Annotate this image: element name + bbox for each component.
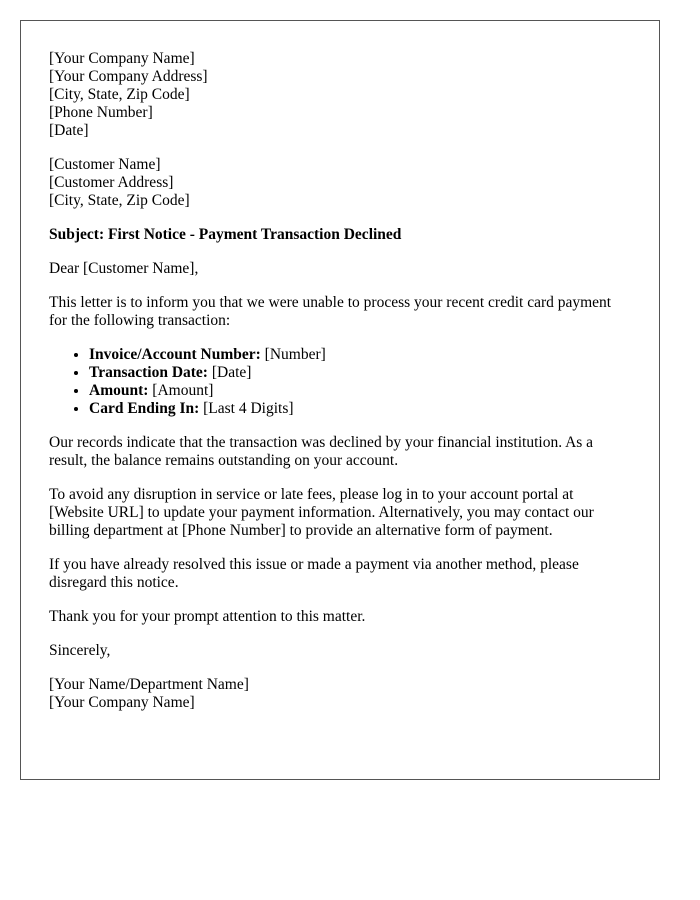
list-item <box>89 346 631 364</box>
transaction-details-list <box>49 346 631 418</box>
detail-value: [Last 4 Digits] <box>199 400 294 417</box>
list-item <box>89 400 631 418</box>
subject-line: Subject: First Notice - Payment Transaction Declined <box>49 226 402 243</box>
sender-address-block <box>49 50 631 140</box>
signature-name-department: [Your Name/Department Name] <box>49 676 249 693</box>
salutation: Dear [Customer Name], <box>49 260 199 277</box>
recipient-address-block <box>49 156 631 210</box>
records-paragraph: Our records indicate that the transaction was declined by your financial institution. As a result, the balance remains outstanding on your account. <box>49 434 594 469</box>
list-item <box>89 364 631 382</box>
letter-page <box>20 20 660 780</box>
detail-value: [Date] <box>207 364 252 381</box>
letter-date: [Date] <box>49 122 89 139</box>
resolved-paragraph: If you have already resolved this issue or made a payment via another method, please disregard this notice. <box>49 556 579 591</box>
detail-label: Amount: <box>89 382 149 399</box>
intro-paragraph: This letter is to inform you that we were unable to process your recent credit card payment for the following transaction: <box>49 294 612 329</box>
detail-label: Card Ending In: <box>89 400 200 417</box>
signature-block <box>49 676 631 712</box>
recipient-name: [Customer Name] <box>49 156 161 173</box>
signature-company: [Your Company Name] <box>49 694 195 711</box>
detail-value: [Number] <box>260 346 326 363</box>
sender-company-name: [Your Company Name] <box>49 50 195 67</box>
detail-label: Invoice/Account Number: <box>89 346 261 363</box>
closing: Sincerely, <box>49 642 111 659</box>
recipient-address: [Customer Address] <box>49 174 174 191</box>
list-item <box>89 382 631 400</box>
detail-label: Transaction Date: <box>89 364 208 381</box>
detail-value: [Amount] <box>148 382 214 399</box>
sender-company-address: [Your Company Address] <box>49 68 208 85</box>
sender-phone: [Phone Number] <box>49 104 153 121</box>
recipient-city-state-zip: [City, State, Zip Code] <box>49 192 190 209</box>
sender-city-state-zip: [City, State, Zip Code] <box>49 86 190 103</box>
action-paragraph: To avoid any disruption in service or late fees, please log in to your account portal at [Website URL] to update your payment information. Alternatively, you may contact our billing department at [Phone Number] to provide an alternative form of payment. <box>49 486 594 539</box>
thanks-paragraph: Thank you for your prompt attention to this matter. <box>49 608 366 625</box>
